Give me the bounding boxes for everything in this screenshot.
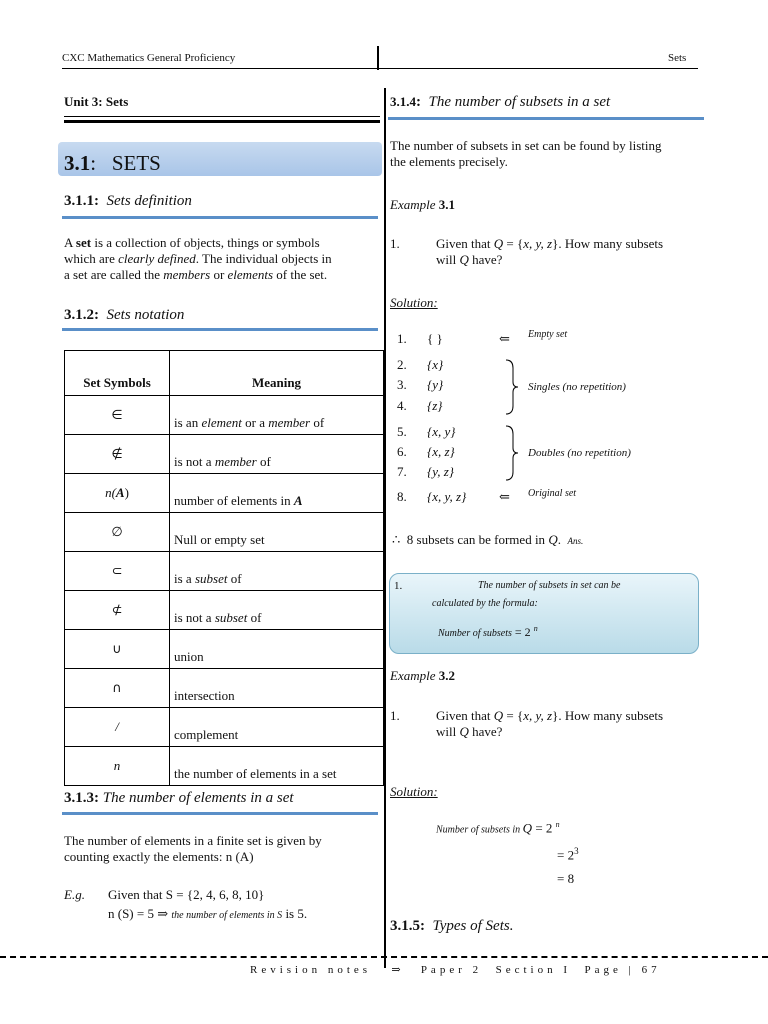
- example-3-1-label: Example 3.1: [390, 197, 455, 212]
- header-divider: [377, 46, 379, 70]
- table-row: [65, 591, 384, 630]
- section-num: 3.1: [64, 151, 91, 175]
- heading-312-rule: [62, 328, 378, 331]
- count-text: [64, 833, 322, 865]
- unit-rule-thin: [64, 116, 380, 117]
- symbol-not-subset: ⊄: [65, 591, 170, 630]
- meaning-complement: complement: [170, 708, 384, 747]
- list-item: {y, z}: [427, 464, 455, 479]
- intro-line-2: the elements precisely.: [390, 154, 508, 169]
- symbol-element: ∈: [65, 396, 170, 435]
- meaning-not-subset: is not a subset of: [170, 591, 384, 630]
- solution-2-label: Solution:: [390, 784, 438, 799]
- table-row: [65, 474, 384, 513]
- eg-label: E.g.: [64, 887, 85, 902]
- symbol-n: n: [65, 747, 170, 786]
- heading-314: 3.1.4: The number of subsets in a set: [390, 94, 611, 110]
- heading-311: 3.1.1: Sets definition: [64, 193, 192, 209]
- table-header-row: [65, 351, 384, 396]
- heading-311-rule: [62, 216, 378, 219]
- symbol-cardinality: n(A): [65, 474, 170, 513]
- table-row: [65, 669, 384, 708]
- heading-314-title: The number of subsets in a set: [428, 94, 611, 110]
- heading-315-num: 3.1.5: [390, 918, 420, 934]
- heading-312-title: Sets notation: [106, 307, 185, 323]
- arrow-original: ⇐: [499, 489, 510, 504]
- doubles-brace: [504, 424, 520, 482]
- list-item: {y}: [427, 377, 444, 392]
- list-item: {z}: [427, 398, 443, 413]
- meaning-element: is an element or a member of: [170, 396, 384, 435]
- q1-number: 1.: [390, 236, 400, 251]
- symbol-union: ∪: [65, 630, 170, 669]
- list-item: 8.: [397, 489, 407, 504]
- formula-box-num: 1.: [394, 580, 403, 592]
- meaning-intersection: intersection: [170, 669, 384, 708]
- subsets-intro: [390, 138, 662, 170]
- heading-311-title: Sets definition: [106, 193, 192, 209]
- example-3-2-label: Example 3.2: [390, 668, 455, 683]
- heading-312: 3.1.2: Sets notation: [64, 307, 185, 323]
- meaning-union: union: [170, 630, 384, 669]
- section-title: SETS: [111, 151, 161, 175]
- formula-box-formula: Number of subsets = 2 $^n$: [438, 624, 538, 639]
- heading-314-num: 3.1.4: [390, 94, 416, 109]
- header-rule: [62, 68, 698, 69]
- heading-313: 3.1.3: The number of elements in a set: [64, 790, 294, 806]
- symbol-complement: /: [65, 708, 170, 747]
- heading-315-title: Types of Sets.: [432, 918, 514, 934]
- section-heading: [64, 151, 161, 176]
- list-item: {x, y, z}: [427, 489, 467, 504]
- solution-label: Solution:: [390, 295, 438, 310]
- list-item: 3.: [397, 377, 407, 392]
- heading-313-rule: [62, 812, 378, 815]
- count-line-2: counting exactly the elements: n (A): [64, 849, 254, 864]
- symbol-intersection: ∩: [65, 669, 170, 708]
- calc-line-2: = $2^3$: [557, 846, 579, 863]
- set-definition: A set is a collection of objects, things or symbols which are clearly defined. The individual objects in a set are called the members or elements of the set.: [64, 235, 332, 282]
- table-row: [65, 552, 384, 591]
- list-item: 6.: [397, 444, 407, 459]
- header-right: Sets: [668, 52, 687, 64]
- column-divider: [384, 88, 386, 968]
- calc-line-3: = 8: [557, 871, 575, 886]
- table-row: [65, 396, 384, 435]
- unit-rule-thick: [64, 120, 380, 123]
- heading-315: 3.1.5: Types of Sets.: [390, 918, 514, 934]
- header-left: CXC Mathematics General Proficiency: [62, 52, 236, 64]
- arrow-empty: ⇐: [499, 331, 510, 346]
- table-header-meaning: Meaning: [170, 351, 384, 396]
- original-set-note: Original set: [528, 488, 577, 499]
- q2-number: 1.: [390, 708, 400, 723]
- q2-text: Given that Q = {x, y, z}. How many subsets will Q have?: [436, 708, 664, 739]
- footer-arrow: ⇒: [391, 964, 401, 976]
- symbol-empty-set: ∅: [65, 513, 170, 552]
- footer-paper: Paper 2: [420, 964, 483, 976]
- count-line-1: The number of elements in a finite set is given by: [64, 833, 322, 848]
- answer-line: ∴ 8 subsets can be formed in Q. Ans.: [392, 532, 584, 547]
- meaning-empty-set: Null or empty set: [170, 513, 384, 552]
- intro-line-1: The number of subsets in set can be found by listing: [390, 138, 662, 153]
- table-header-symbols: Set Symbols: [65, 351, 170, 396]
- heading-312-num: 3.1.2: [64, 307, 94, 323]
- table-row: [65, 708, 384, 747]
- symbol-not-element: ∉: [65, 435, 170, 474]
- empty-set-note: Empty set: [528, 329, 568, 340]
- singles-note: Singles (no repetition): [528, 381, 626, 393]
- footer-dashed-rule: [0, 956, 768, 958]
- q1-text: Given that Q = {x, y, z}. How many subsets will Q have?: [436, 236, 664, 267]
- list-item: {x, z}: [427, 444, 455, 459]
- unit-title: Unit 3: Sets: [64, 94, 129, 109]
- heading-311-num: 3.1.1: [64, 193, 94, 209]
- list-item: 7.: [397, 464, 407, 479]
- footer-page: Page | 67: [584, 964, 661, 976]
- heading-314-rule: [388, 117, 704, 120]
- doubles-note: Doubles (no repetition): [528, 447, 631, 459]
- footer-section: Section I: [495, 964, 572, 976]
- meaning-cardinality: number of elements in A: [170, 474, 384, 513]
- list-item: {x, y}: [427, 424, 456, 439]
- list-item: 5.: [397, 424, 407, 439]
- set-notation-table: [64, 350, 384, 786]
- table-row: [65, 435, 384, 474]
- heading-313-num: 3.1.3: [64, 790, 94, 806]
- calc-line-1: Number of subsets in Q = 2 $^n$: [436, 820, 560, 836]
- table-row: [65, 513, 384, 552]
- formula-box-line-1: The number of subsets in set can be: [478, 580, 621, 591]
- meaning-not-member: is not a member of: [170, 435, 384, 474]
- list-item: 4.: [397, 398, 407, 413]
- list-item: {x}: [427, 357, 444, 372]
- eg-line-2: n (S) = 5 ⇒ the number of elements in S is 5.: [108, 906, 308, 921]
- singles-brace: [504, 358, 520, 416]
- list-item: { }: [427, 331, 443, 346]
- footer-text: Revision notes: [250, 964, 372, 976]
- eg-line-1: Given that S = {2, 4, 6, 8, 10}: [108, 887, 265, 902]
- list-item: 2.: [397, 357, 407, 372]
- section-colon: :: [90, 151, 97, 175]
- formula-box-line-2: calculated by the formula:: [432, 598, 538, 609]
- table-row: [65, 747, 384, 786]
- footer: [250, 963, 661, 976]
- list-item: 1.: [397, 331, 407, 346]
- heading-313-title: The number of elements in a set: [102, 790, 294, 806]
- table-row: [65, 630, 384, 669]
- meaning-n: the number of elements in a set: [170, 747, 384, 786]
- symbol-subset: ⊂: [65, 552, 170, 591]
- meaning-subset: is a subset of: [170, 552, 384, 591]
